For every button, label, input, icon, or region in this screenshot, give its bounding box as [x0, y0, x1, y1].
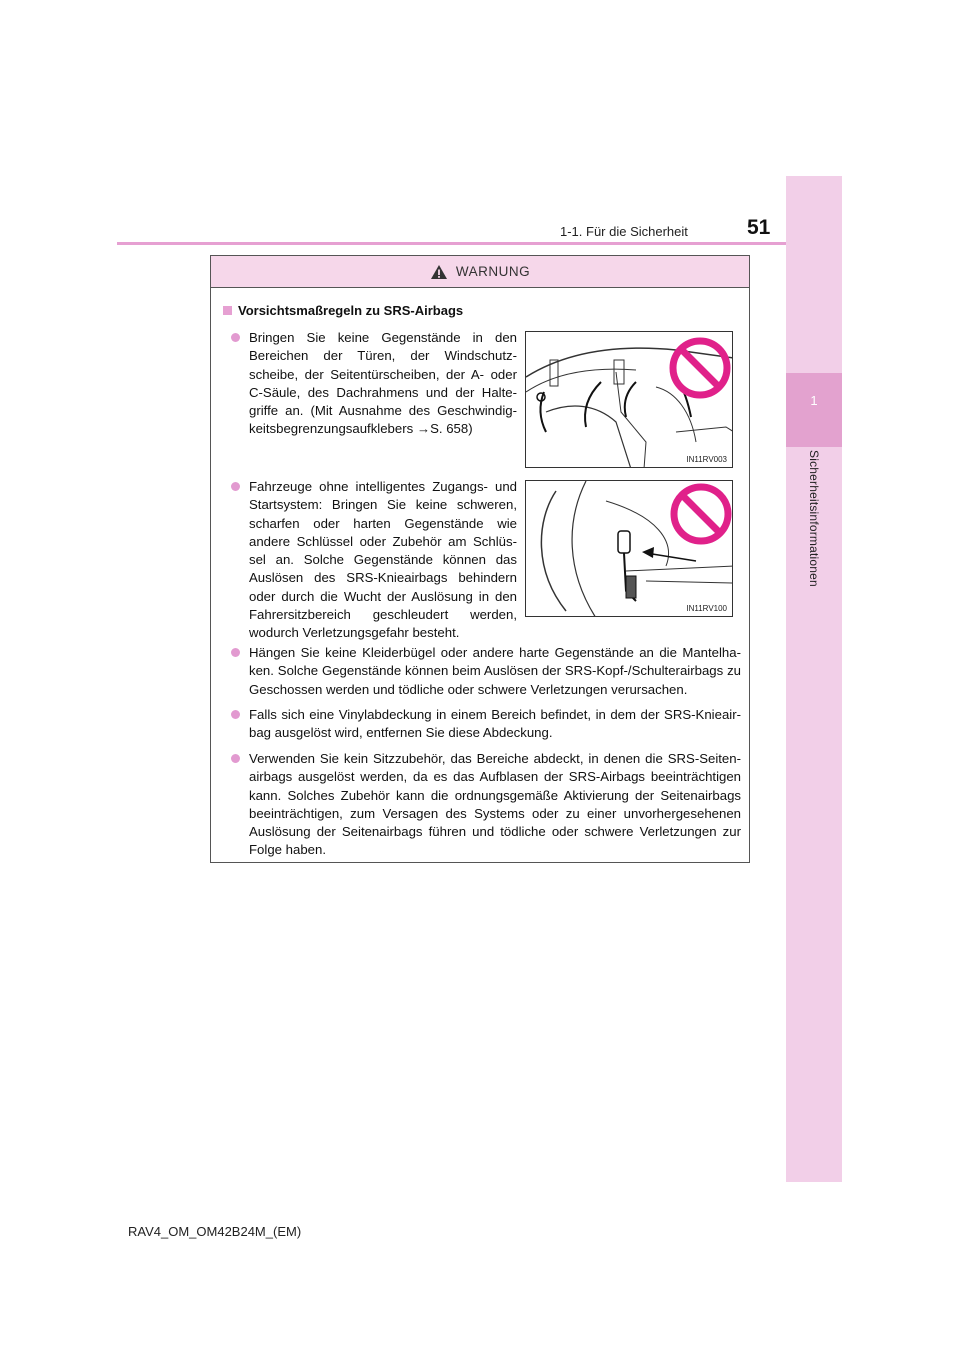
warning-box [210, 255, 750, 863]
prohibition-icon [673, 341, 727, 395]
list-item [231, 750, 741, 860]
warning-subheading [223, 303, 463, 318]
list-item [231, 644, 741, 699]
header-rule [117, 242, 786, 245]
warning-triangle-icon [430, 264, 448, 280]
bullet-text: Verwenden Sie kein Sitzzubehör, das Bereiche abdeckt, in denen die SRS-Seiten-airbags ausgelöst werden, da es das Aufblasen der SRS-Airbags beeinträchtigen kann. Solches Zubehör kann die ordnungsgemäße Aktivierung der Seitenairbags beeinträchtigen, zum Versagen des Systems oder zu einer unvorhergesehenen Auslösung der Seitenairbags führen und tödliche oder schwere Verletzungen zur Folge haben. [249, 751, 741, 858]
chapter-title-container [797, 450, 831, 650]
square-bullet-icon [223, 306, 232, 315]
steering-column-icon [526, 481, 733, 617]
warning-title: WARNUNG [455, 264, 531, 279]
chapter-title: Sicherheitsinformationen [807, 450, 821, 587]
image-code: IN11RV003 [686, 455, 727, 464]
list-item [231, 329, 517, 439]
bullet-dot-icon [231, 333, 240, 342]
bullet-text: Falls sich eine Vinylabdeckung in einem Bereich befindet, in dem der SRS-Knieair-bag ausgelöst wird, entfernen Sie diese Abdeckung. [249, 707, 741, 741]
warning-header [211, 256, 749, 288]
section-heading: 1-1. Für die Sicherheit [560, 224, 688, 239]
page-number: 51 [747, 216, 771, 239]
side-strip [786, 176, 842, 1182]
bullet-dot-icon [231, 648, 240, 657]
chapter-tab [786, 373, 842, 447]
list-item [231, 706, 741, 743]
prohibition-icon [674, 487, 728, 541]
bullet-text: Bringen Sie keine Gegenstände in den Bereichen der Türen, der Windschutz-scheibe, der Seitentürscheiben, der A- oder C-Säule, des Dachrahmens und der Halte-griffe an. (Mit Ausnahme des Geschwindig-keitsbegrenzungsaufklebers →S. 658) [249, 330, 517, 437]
list-item [231, 478, 517, 643]
bullet-text: Hängen Sie keine Kleiderbügel oder andere harte Gegenstände an die Mantelha-ken. Solche Gegenstände können beim Auslösen der SRS-Kopf-/Schulterairbags zu Geschossen werden und tödliche oder schwere Verletzungen verursachen. [249, 645, 741, 697]
illustration-interior-pillars [525, 331, 733, 468]
bullet-text: Fahrzeuge ohne intelligentes Zugangs- und Startsystem: Bringen Sie keine schweren, scharfen oder harten Gegenstände wie andere Schlüssel oder Zubehör am Schlüs-sel an. Solche Gegenstände können das Auslösen des SRS-Knieairbags behindern oder durch die Wucht der Auslösung in den Fahrersitzbereich geschleudert werden, wodurch Verletzungsgefahr besteht. [249, 479, 517, 641]
image-code: IN11RV100 [686, 604, 727, 613]
subheading-text: Vorsichtsmaßregeln zu SRS-Airbags [238, 303, 464, 318]
document-footer: RAV4_OM_OM42B24M_(EM) [128, 1224, 302, 1239]
chapter-number: 1 [810, 393, 818, 408]
bullet-dot-icon [231, 482, 240, 491]
illustration-key-steering [525, 480, 733, 617]
bullet-dot-icon [231, 710, 240, 719]
bullet-dot-icon [231, 754, 240, 763]
car-interior-icon [526, 332, 733, 468]
